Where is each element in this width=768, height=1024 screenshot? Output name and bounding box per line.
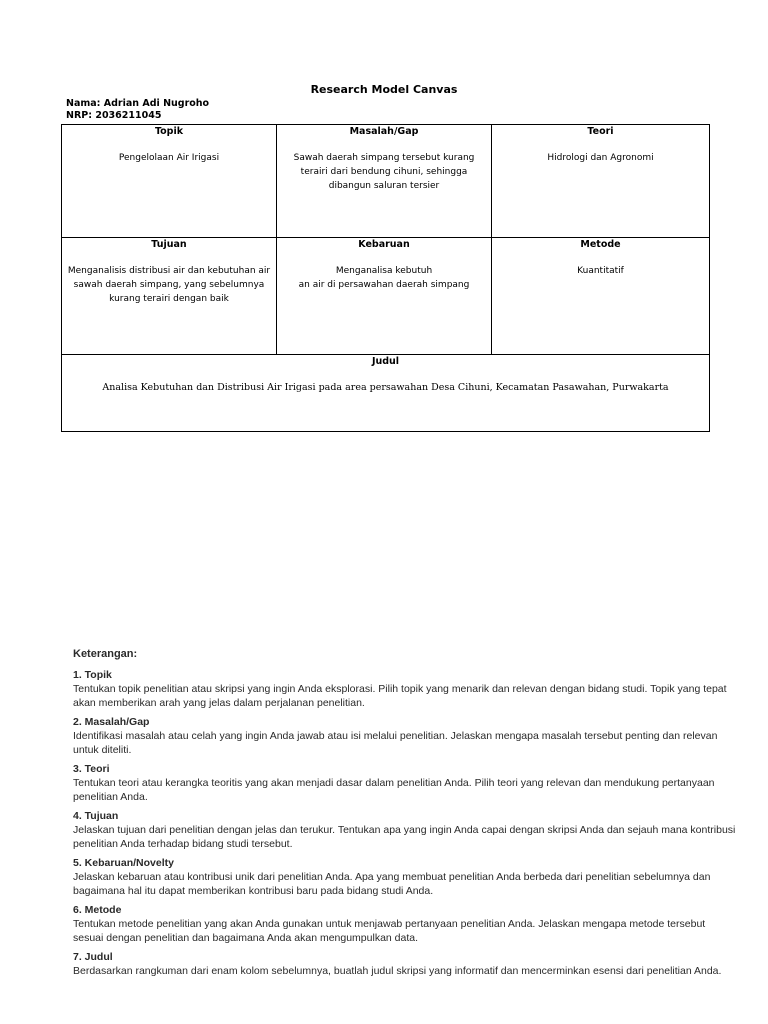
note-title: 3. Teori: [73, 763, 110, 775]
research-canvas-table: [61, 124, 710, 432]
note-title: 2. Masalah/Gap: [73, 716, 150, 728]
note-item-teori: [73, 763, 738, 804]
note-title: 5. Kebaruan/Novelty: [73, 857, 174, 869]
note-item-metode: [73, 904, 738, 945]
tujuan-text: Menganalisis distribusi air dan kebutuhan air sawah daerah simpang, yang sebelumnya kurang terairi dengan baik: [67, 266, 271, 304]
note-title: 6. Metode: [73, 904, 122, 916]
note-description: Tentukan topik penelitian atau skripsi yang ingin Anda eksplorasi. Pilih topik yang menarik dan relevan dengan bidang studi. Topik yang tepat akan memberikan arah yang jelas dalam perjalanan penelitian.: [73, 683, 727, 709]
canvas-row-3: [62, 355, 710, 432]
kebaruan-text: Menganalisa kebutuh an air di persawahan daerah simpang: [298, 266, 470, 290]
note-description: Identifikasi masalah atau celah yang ingin Anda jawab atau isi melalui penelitian. Jelaskan mengapa masalah tersebut penting dan relevan untuk diteliti.: [73, 730, 718, 756]
judul-text: Analisa Kebutuhan dan Distribusi Air Irigasi pada area persawahan Desa Cihuni, Kecamatan Pasawahan, Purwakarta: [102, 382, 669, 393]
masalah-text: Sawah daerah simpang tersebut kurang terairi dari bendung cihuni, sehingga dibangun saluran tersier: [293, 153, 475, 191]
note-item-tujuan: [73, 810, 738, 851]
note-title: 7. Judul: [73, 951, 113, 963]
note-item-masalah: [73, 716, 738, 757]
note-item-judul: [73, 951, 738, 978]
teori-label: Teori: [587, 126, 614, 137]
judul-label: Judul: [371, 356, 400, 367]
topik-text: Pengelolaan Air Irigasi: [118, 153, 220, 163]
note-description: Jelaskan kebaruan atau kontribusi unik dari penelitian Anda. Apa yang membuat penelitian Anda berbeda dari penelitian sebelumnya dan bagaimana hal itu dapat memberikan kontribusi baru pada bidang studi Anda.: [73, 871, 711, 897]
masalah-label: Masalah/Gap: [349, 126, 419, 137]
note-title: 1. Topik: [73, 669, 112, 681]
note-description: Tentukan metode penelitian yang akan Anda gunakan untuk menjawab pertanyaan penelitian Anda. Jelaskan mengapa metode tersebut sesuai dengan penelitian dan bagaimana Anda akan mengumpulkan data.: [73, 918, 706, 944]
canvas-row-2: [62, 238, 710, 355]
cell-metode: [492, 238, 710, 355]
note-item-kebaruan: [73, 857, 738, 898]
note-description: Tentukan teori atau kerangka teoritis yang akan menjadi dasar dalam penelitian Anda. Pilih teori yang relevan dan mendukung pertanyaan penelitian Anda.: [73, 777, 715, 803]
note-description: Jelaskan tujuan dari penelitian dengan jelas dan terukur. Tentukan apa yang ingin Anda capai dengan skripsi Anda dan sejauh mana kontribusi penelitian Anda terhadap bidang studi tersebut.: [73, 824, 736, 850]
note-title: 4. Tujuan: [73, 810, 119, 822]
metode-label: Metode: [580, 239, 621, 250]
cell-judul: [62, 355, 710, 432]
cell-masalah: [277, 125, 492, 238]
cell-tujuan: [62, 238, 277, 355]
teori-text: Hidrologi dan Agronomi: [547, 153, 654, 163]
student-nrp: NRP: 2036211045: [66, 110, 162, 121]
kebaruan-label: Kebaruan: [358, 239, 410, 250]
topik-label: Topik: [154, 126, 184, 137]
cell-kebaruan: [277, 238, 492, 355]
metode-text: Kuantitatif: [577, 266, 624, 276]
canvas-row-1: [62, 125, 710, 238]
note-description: Berdasarkan rangkuman dari enam kolom sebelumnya, buatlah judul skripsi yang informatif dan mencerminkan esensi dari penelitian Anda.: [73, 965, 722, 977]
student-name: Nama: Adrian Adi Nugroho: [66, 98, 210, 109]
cell-teori: [492, 125, 710, 238]
page-title: Research Model Canvas: [310, 83, 458, 96]
notes-heading: Keterangan:: [73, 648, 138, 660]
notes-section: [73, 648, 738, 984]
note-item-topik: [73, 669, 738, 710]
tujuan-label: Tujuan: [151, 239, 187, 250]
cell-topik: [62, 125, 277, 238]
